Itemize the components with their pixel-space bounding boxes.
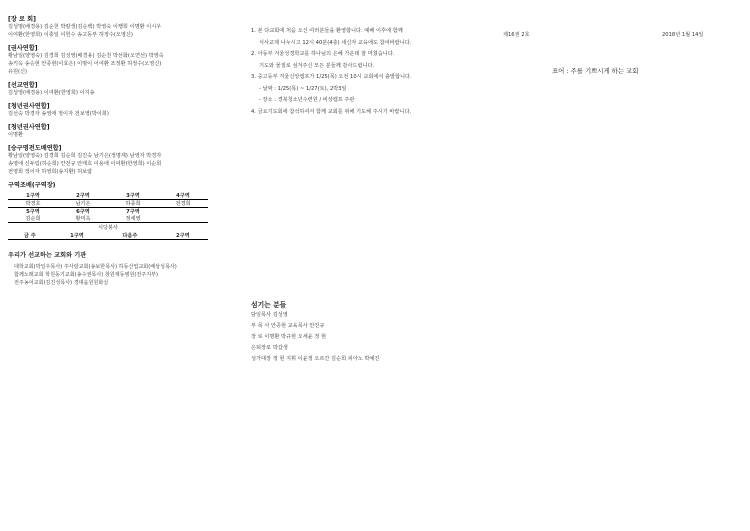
mission-line: 전주농어교회(김진성목사) 경대움원원화실	[14, 280, 109, 287]
section-0	[8, 14, 213, 39]
mission-lines	[8, 263, 213, 288]
cleaning-header-cell: 3구역	[108, 192, 158, 200]
section-title: [청년권사연합]	[8, 103, 50, 110]
table-cell: 5구역	[26, 209, 40, 215]
cleaning-table	[8, 192, 208, 223]
notice-line: 식사교제 나누시고 12시 40분(4층) 새신자 교육에도 참여바랍니다.	[259, 39, 412, 46]
cleaning-block	[8, 180, 213, 240]
notice-line: 2. 아동부 겨울성경학교를 하나님의 은혜 가운데 잘 마쳤습니다.	[251, 51, 395, 57]
staff-line: 장 로 이명환 박규현 오세윤 정 현	[251, 334, 327, 340]
section-5	[8, 143, 213, 176]
staff-lines	[251, 310, 511, 365]
meal-cell: 1구역	[52, 232, 102, 240]
meal-title: 식당봉사	[97, 225, 119, 231]
table-cell: 황미옥	[75, 216, 91, 222]
section-title: [승구명전도배연합]	[8, 145, 62, 152]
section-1	[8, 43, 213, 76]
section-2	[8, 80, 213, 97]
table-cell: 6구역	[76, 209, 90, 215]
meal-row	[8, 232, 208, 240]
section-line: 황남일(양영숙) 김경희 김성영(배경용) 김순천 박선화(오연선) 박영숙	[8, 53, 164, 59]
issue-date: 2018년 1월 14일	[662, 32, 704, 38]
staff-title: 섬기는 분들	[251, 301, 287, 309]
mission-title: 우리가 선교하는 교회와 기관	[8, 252, 87, 259]
section-title: [권사연합]	[8, 45, 38, 52]
cleaning-title: 구역조배(구역장)	[8, 182, 56, 189]
motto: 표어 : 주를 기쁘시게 하는 교회	[552, 67, 639, 75]
table-row	[8, 200, 208, 208]
cleaning-header-cell: 4구역	[158, 192, 208, 200]
table-cell: 7구역	[126, 209, 140, 215]
mission-block	[8, 250, 213, 288]
meal-cell: 2구역	[158, 232, 208, 240]
notices-list	[251, 26, 511, 118]
notice-line: - 장소 : 경북청소년수련원 / 비상캠프 주관	[259, 97, 355, 103]
notice-line: 1. 본 다교회에 처음 오신 여러분들을 환영합니다. 예배 이후에 함께	[251, 28, 403, 34]
mission-line: 대학교회(박일우목사) 주사랑교회(송보한목사) 하동산업교회(배상성목사)	[14, 264, 177, 270]
staff-line: 은퇴장로 박갑생	[251, 345, 288, 351]
section-3	[8, 101, 213, 118]
group-sections	[8, 14, 213, 176]
table-row	[8, 208, 208, 216]
cleaning-header-cell: 1구역	[8, 192, 58, 200]
section-line: 김성영(배경용) 이여환(한영희) 이지송	[8, 90, 95, 96]
table-cell	[158, 208, 208, 216]
staff-line: 담임목사 김성영	[251, 312, 288, 318]
table-cell: 박경호	[25, 201, 41, 207]
notice-line: 3. 중고등부 겨울신앙캠프가 1/25(목) 오전 10시 교회에서 출발합니다.	[251, 74, 412, 80]
section-line: 송영애 신두림(하순희) 안전규 안태호 이용애 이여환(한영희) 이순희	[8, 161, 162, 167]
section-line: 김성명(배경용) 김순천 박칼생(김순백) 박영숙 이쨍희 이명환 이시우	[8, 24, 162, 30]
table-cell: 김순희	[25, 216, 41, 222]
staff-block	[251, 299, 511, 365]
meal-table	[8, 232, 208, 240]
meal-cell: 금 주	[8, 232, 52, 240]
section-line: 황남일(양영숙) 김경희 김순희 김진숙 남기은(정명재) 남영자 박경자	[8, 153, 162, 159]
cleaning-header-row	[8, 192, 208, 200]
meal-cell: 다음주	[102, 232, 158, 240]
cleaning-header-cell: 2구역	[58, 192, 108, 200]
section-title: [선교연합]	[8, 82, 38, 89]
staff-line: 부 목 사 안종현 교육목사 안진규	[251, 323, 325, 329]
section-title: [장 로 회]	[8, 16, 36, 23]
table-cell	[158, 215, 208, 223]
notice-line: - 날짜 : 1/25(목) ~ 1/27(토), 2박3일	[259, 85, 347, 92]
mission-line: 함께노래교회 학원동기교회(송수권목사) 창원제동병원(전주지부)	[14, 272, 159, 279]
section-line: 전영희 정이자 하영희(송지환) 허보람	[8, 169, 93, 175]
staff-line: 성가대장 정 현 지휘 이윤정 오르간 김순희 피아노 박예진	[251, 356, 380, 362]
section-line: 유원(신)	[8, 69, 28, 75]
table-cell: 남기은	[75, 201, 91, 207]
table-cell: 하종희	[125, 201, 141, 207]
section-line: 김선숙 박경자 송영애 정이자 전보영(박이희)	[8, 111, 109, 117]
issue-number: 제16권 2호	[503, 32, 530, 38]
section-title: [청년권사연합]	[8, 124, 50, 131]
left-column	[8, 14, 213, 288]
table-row	[8, 215, 208, 223]
section-line: 이명환	[8, 132, 24, 138]
section-line: 송키옥 송승현 안종현(이효은) 이명이 이여환 조정환 허정수(오영신)	[8, 61, 162, 67]
table-cell: 전경희	[175, 201, 191, 207]
section-4	[8, 122, 213, 139]
table-cell: 정세영	[125, 216, 141, 222]
notice-line: 4. 금요기도회에 참석하셔서 함께 교회를 위해 기도해 주시기 바랍니다.	[251, 108, 412, 115]
section-line: 이여환(한영희) 이충일 이헌수 송고동부 허정수(오영신)	[8, 32, 133, 38]
notice-line: 기도와 물질로 섬겨주신 모든 분들께 감사드립니다.	[259, 62, 375, 69]
